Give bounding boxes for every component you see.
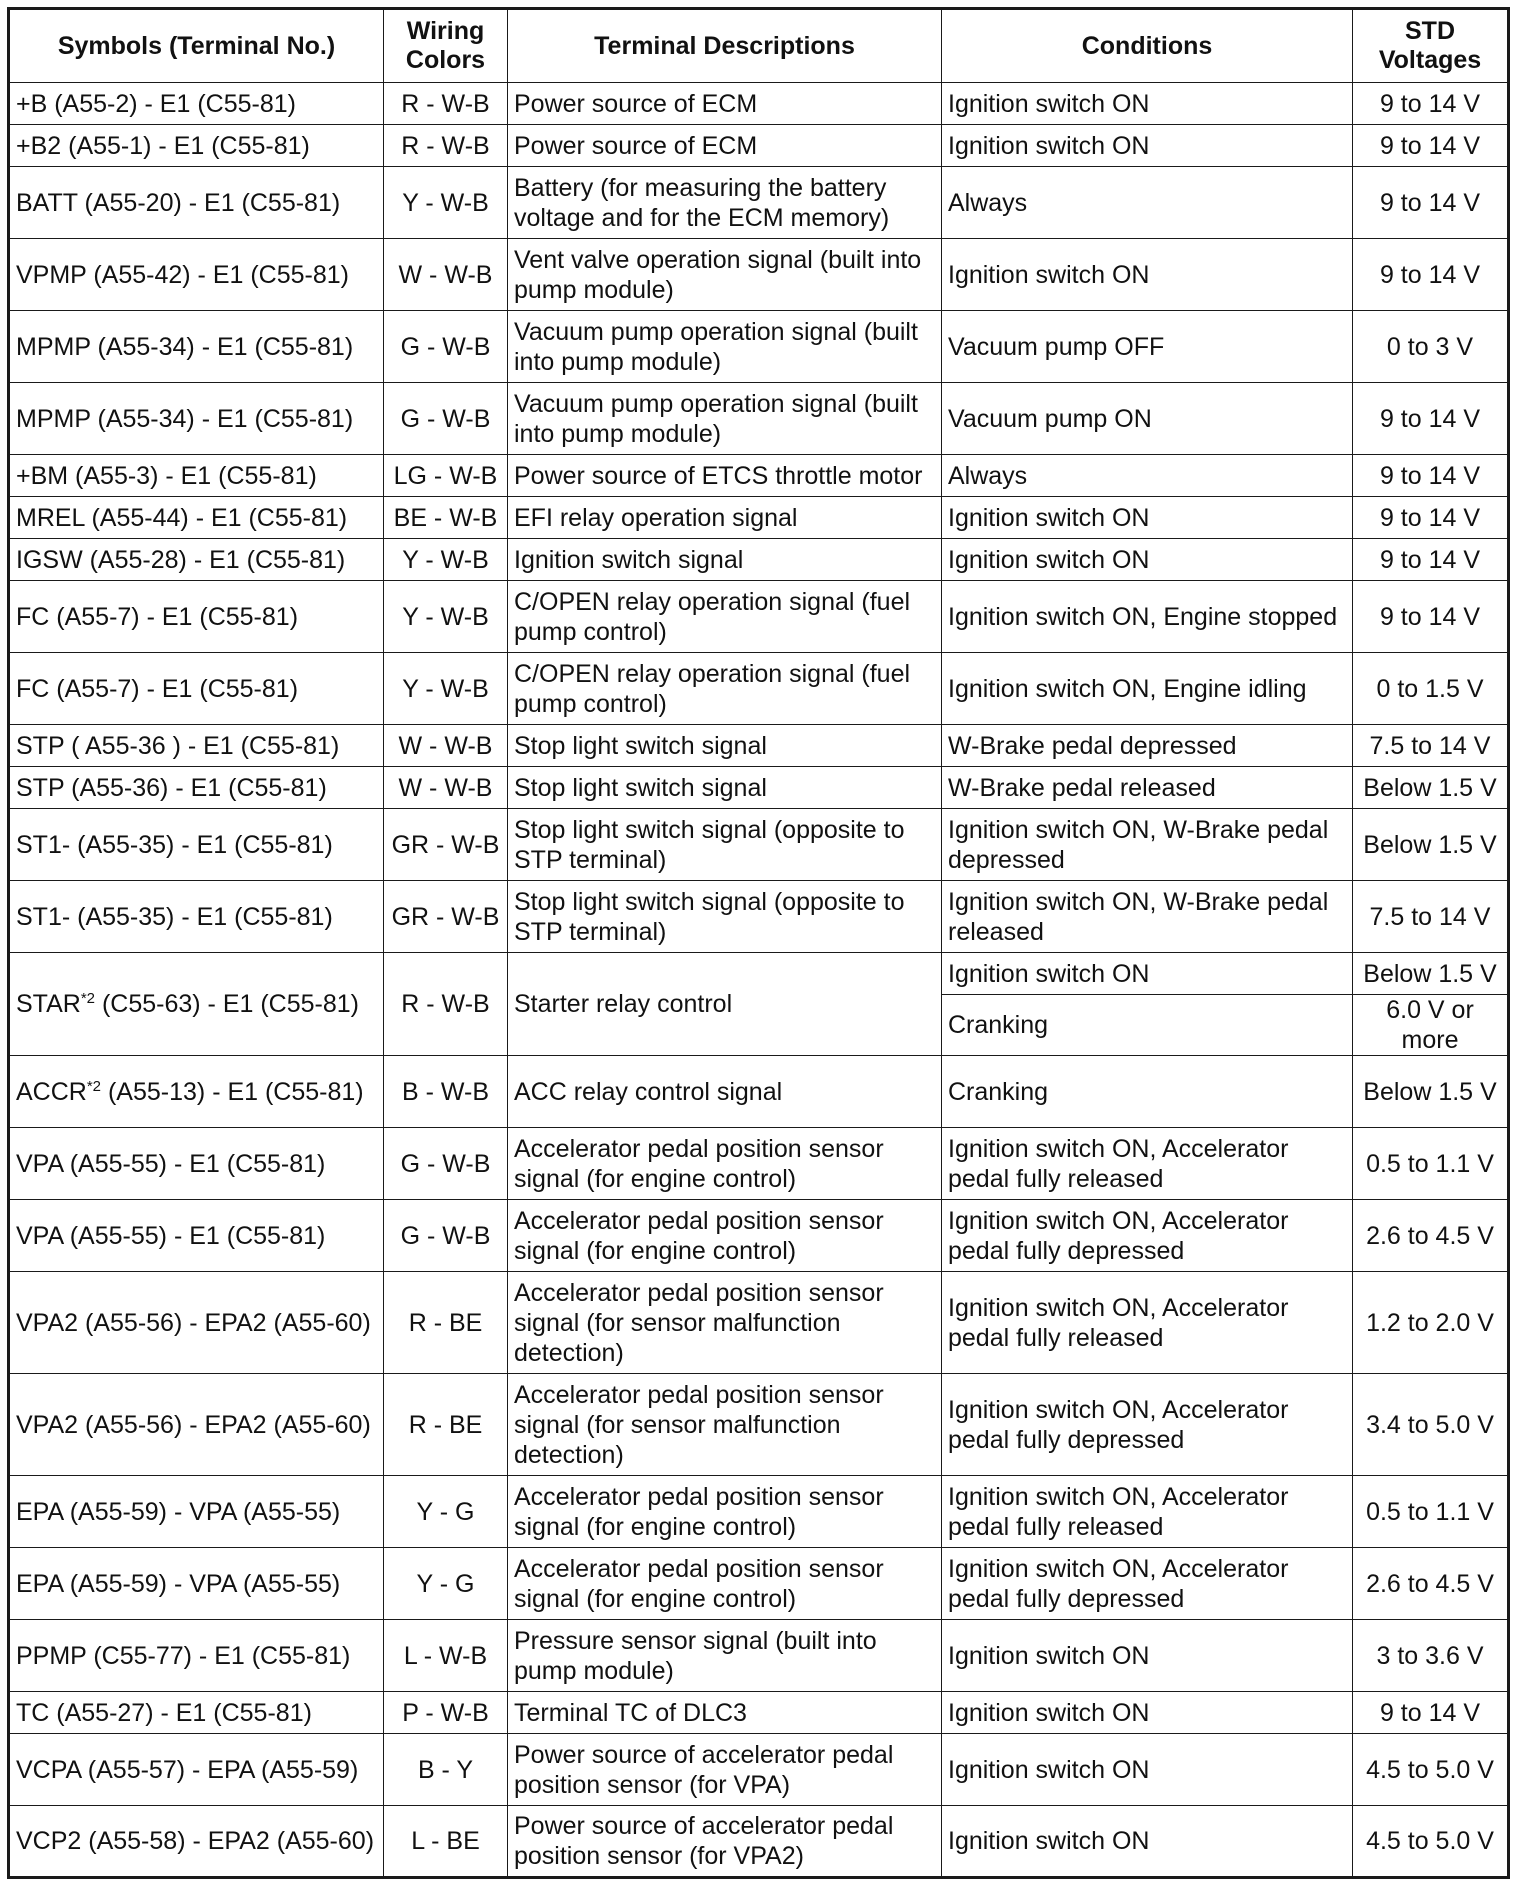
symbol-cell: ST1- (A55-35) - E1 (C55-81) (9, 881, 384, 953)
voltage-cell: 0 to 1.5 V (1353, 653, 1509, 725)
description-cell: Accelerator pedal position sensor signal (for engine control) (508, 1200, 942, 1272)
condition-cell: Ignition switch ON (942, 953, 1353, 995)
description-cell: Accelerator pedal position sensor signal (for sensor malfunction detection) (508, 1272, 942, 1374)
wiring-cell: G - W-B (384, 1200, 508, 1272)
symbol-cell: PPMP (C55-77) - E1 (C55-81) (9, 1620, 384, 1692)
description-cell: Power source of accelerator pedal position sensor (for VPA) (508, 1734, 942, 1806)
symbol-cell (9, 953, 384, 1056)
condition-cell: Ignition switch ON, Accelerator pedal fully released (942, 1128, 1353, 1200)
wiring-cell: L - W-B (384, 1620, 508, 1692)
voltage-cell: 7.5 to 14 V (1353, 881, 1509, 953)
symbol-cell: STP ( A55-36 ) - E1 (C55-81) (9, 725, 384, 767)
description-cell: Ignition switch signal (508, 539, 942, 581)
voltage-cell: Below 1.5 V (1353, 1056, 1509, 1128)
voltage-cell: 9 to 14 V (1353, 83, 1509, 125)
symbol-cell: STP (A55-36) - E1 (C55-81) (9, 767, 384, 809)
voltage-cell: 1.2 to 2.0 V (1353, 1272, 1509, 1374)
description-cell: Vacuum pump operation signal (built into pump module) (508, 383, 942, 455)
wiring-cell: Y - W-B (384, 539, 508, 581)
symbol-cell: EPA (A55-59) - VPA (A55-55) (9, 1548, 384, 1620)
table-row (9, 383, 1509, 455)
condition-cell: Ignition switch ON (942, 539, 1353, 581)
condition-cell: Vacuum pump OFF (942, 311, 1353, 383)
wiring-cell: L - BE (384, 1806, 508, 1878)
symbol-cell: VPMP (A55-42) - E1 (C55-81) (9, 239, 384, 311)
voltage-cell: 9 to 14 V (1353, 539, 1509, 581)
wiring-cell: W - W-B (384, 767, 508, 809)
table-row-accr (9, 1056, 1509, 1128)
table-row (9, 1734, 1509, 1806)
table-row (9, 653, 1509, 725)
symbol-cell: MREL (A55-44) - E1 (C55-81) (9, 497, 384, 539)
voltage-cell: 9 to 14 V (1353, 581, 1509, 653)
voltage-cell: Below 1.5 V (1353, 767, 1509, 809)
header-terminal-descriptions: Terminal Descriptions (508, 9, 942, 83)
description-cell: Starter relay control (508, 953, 942, 1056)
condition-cell: Ignition switch ON, W-Brake pedal depressed (942, 809, 1353, 881)
condition-cell: Ignition switch ON (942, 83, 1353, 125)
symbol-cell: IGSW (A55-28) - E1 (C55-81) (9, 539, 384, 581)
condition-cell: Ignition switch ON (942, 239, 1353, 311)
voltage-cell: 0.5 to 1.1 V (1353, 1128, 1509, 1200)
symbol-cell: FC (A55-7) - E1 (C55-81) (9, 653, 384, 725)
symbol-cell: ST1- (A55-35) - E1 (C55-81) (9, 809, 384, 881)
voltage-cell: 4.5 to 5.0 V (1353, 1806, 1509, 1878)
table-row (9, 311, 1509, 383)
wiring-cell: G - W-B (384, 383, 508, 455)
condition-cell: Ignition switch ON (942, 1806, 1353, 1878)
symbol-cell: VPA (A55-55) - E1 (C55-81) (9, 1200, 384, 1272)
voltage-cell: 9 to 14 V (1353, 497, 1509, 539)
voltage-cell: 9 to 14 V (1353, 239, 1509, 311)
symbol-cell: +B2 (A55-1) - E1 (C55-81) (9, 125, 384, 167)
condition-cell: Ignition switch ON, Accelerator pedal fully released (942, 1476, 1353, 1548)
condition-cell: Always (942, 167, 1353, 239)
description-cell: Accelerator pedal position sensor signal (for sensor malfunction detection) (508, 1374, 942, 1476)
symbol-cell: MPMP (A55-34) - E1 (C55-81) (9, 311, 384, 383)
condition-cell: Ignition switch ON (942, 1692, 1353, 1734)
wiring-cell: Y - W-B (384, 581, 508, 653)
symbol-cell: VPA2 (A55-56) - EPA2 (A55-60) (9, 1374, 384, 1476)
description-cell: Accelerator pedal position sensor signal (for engine control) (508, 1548, 942, 1620)
symbol-cell: +B (A55-2) - E1 (C55-81) (9, 83, 384, 125)
wiring-cell: Y - G (384, 1476, 508, 1548)
description-cell: C/OPEN relay operation signal (fuel pump control) (508, 581, 942, 653)
voltage-cell: 3 to 3.6 V (1353, 1620, 1509, 1692)
description-cell: Battery (for measuring the battery voltage and for the ECM memory) (508, 167, 942, 239)
table-row (9, 539, 1509, 581)
description-cell: Terminal TC of DLC3 (508, 1692, 942, 1734)
voltage-cell: Below 1.5 V (1353, 953, 1509, 995)
table-row (9, 1620, 1509, 1692)
table-row (9, 1200, 1509, 1272)
voltage-cell: 2.6 to 4.5 V (1353, 1200, 1509, 1272)
table-row (9, 767, 1509, 809)
table-row (9, 167, 1509, 239)
wiring-cell: G - W-B (384, 311, 508, 383)
symbol-cell: MPMP (A55-34) - E1 (C55-81) (9, 383, 384, 455)
condition-cell: Ignition switch ON (942, 1734, 1353, 1806)
voltage-cell: 6.0 V or more (1353, 995, 1509, 1056)
voltage-cell: 0.5 to 1.1 V (1353, 1476, 1509, 1548)
description-cell: Power source of ETCS throttle motor (508, 455, 942, 497)
symbol-main: ACCR (16, 1077, 87, 1106)
symbol-cell (9, 1056, 384, 1128)
description-cell: Vent valve operation signal (built into pump module) (508, 239, 942, 311)
wiring-cell: LG - W-B (384, 455, 508, 497)
table-row (9, 581, 1509, 653)
footnote-marker: *2 (80, 990, 96, 1007)
description-cell: Power source of accelerator pedal position sensor (for VPA2) (508, 1806, 942, 1878)
description-cell: Stop light switch signal (opposite to STP terminal) (508, 881, 942, 953)
voltage-cell: 9 to 14 V (1353, 455, 1509, 497)
header-row (9, 9, 1509, 83)
condition-cell: Always (942, 455, 1353, 497)
wiring-cell: Y - G (384, 1548, 508, 1620)
description-cell: Power source of ECM (508, 83, 942, 125)
table-row (9, 881, 1509, 953)
symbol-cell: FC (A55-7) - E1 (C55-81) (9, 581, 384, 653)
symbol-cell: +BM (A55-3) - E1 (C55-81) (9, 455, 384, 497)
description-cell: Stop light switch signal (508, 725, 942, 767)
wiring-cell: P - W-B (384, 1692, 508, 1734)
symbol-main: STAR (16, 990, 81, 1018)
symbol-rest: (A55-13) - E1 (C55-81) (101, 1077, 364, 1106)
voltage-cell: 9 to 14 V (1353, 383, 1509, 455)
wiring-cell: R - W-B (384, 953, 508, 1056)
wiring-cell: R - W-B (384, 125, 508, 167)
condition-cell: W-Brake pedal depressed (942, 725, 1353, 767)
voltage-cell: 7.5 to 14 V (1353, 725, 1509, 767)
voltage-cell: 9 to 14 V (1353, 125, 1509, 167)
description-cell: C/OPEN relay operation signal (fuel pump control) (508, 653, 942, 725)
header-wiring-colors: Wiring Colors (384, 9, 508, 83)
condition-cell: Ignition switch ON (942, 125, 1353, 167)
condition-cell: Ignition switch ON, Engine idling (942, 653, 1353, 725)
header-conditions: Conditions (942, 9, 1353, 83)
voltage-cell: 9 to 14 V (1353, 1692, 1509, 1734)
wiring-cell: G - W-B (384, 1128, 508, 1200)
header-symbols: Symbols (Terminal No.) (9, 9, 384, 83)
description-cell: Accelerator pedal position sensor signal (for engine control) (508, 1128, 942, 1200)
symbol-rest: (C55-63) - E1 (C55-81) (95, 990, 359, 1018)
table-row (9, 83, 1509, 125)
condition-cell: Ignition switch ON, Accelerator pedal fully released (942, 1272, 1353, 1374)
wiring-cell: R - BE (384, 1272, 508, 1374)
table-row (9, 1476, 1509, 1548)
wiring-cell: BE - W-B (384, 497, 508, 539)
condition-cell: Cranking (942, 995, 1353, 1056)
table-row (9, 239, 1509, 311)
table-row (9, 1692, 1509, 1734)
symbol-cell: BATT (A55-20) - E1 (C55-81) (9, 167, 384, 239)
table-row (9, 725, 1509, 767)
description-cell: Pressure sensor signal (built into pump module) (508, 1620, 942, 1692)
symbol-cell: VCPA (A55-57) - EPA (A55-59) (9, 1734, 384, 1806)
condition-cell: Ignition switch ON, Accelerator pedal fully depressed (942, 1200, 1353, 1272)
voltage-cell: 2.6 to 4.5 V (1353, 1548, 1509, 1620)
header-std-voltages: STD Voltages (1353, 9, 1509, 83)
symbol-cell: TC (A55-27) - E1 (C55-81) (9, 1692, 384, 1734)
table-row (9, 1548, 1509, 1620)
table-row (9, 1128, 1509, 1200)
wiring-cell: W - W-B (384, 725, 508, 767)
wiring-cell: GR - W-B (384, 881, 508, 953)
wiring-cell: R - BE (384, 1374, 508, 1476)
symbol-cell: EPA (A55-59) - VPA (A55-55) (9, 1476, 384, 1548)
symbol-cell: VCP2 (A55-58) - EPA2 (A55-60) (9, 1806, 384, 1878)
symbol-cell: VPA (A55-55) - E1 (C55-81) (9, 1128, 384, 1200)
description-cell: EFI relay operation signal (508, 497, 942, 539)
voltage-cell: 9 to 14 V (1353, 167, 1509, 239)
condition-cell: Ignition switch ON, Engine stopped (942, 581, 1353, 653)
terminal-voltage-table (7, 7, 1510, 1879)
table-row-star (9, 953, 1509, 995)
voltage-cell: Below 1.5 V (1353, 809, 1509, 881)
condition-cell: Vacuum pump ON (942, 383, 1353, 455)
wiring-cell: Y - W-B (384, 653, 508, 725)
table-row (9, 1272, 1509, 1374)
table-row (9, 1374, 1509, 1476)
condition-cell: Ignition switch ON (942, 1620, 1353, 1692)
description-cell: Stop light switch signal (opposite to STP terminal) (508, 809, 942, 881)
description-cell: Accelerator pedal position sensor signal (for engine control) (508, 1476, 942, 1548)
table-row (9, 809, 1509, 881)
condition-cell: Ignition switch ON, W-Brake pedal released (942, 881, 1353, 953)
voltage-cell: 4.5 to 5.0 V (1353, 1734, 1509, 1806)
wiring-cell: B - Y (384, 1734, 508, 1806)
table-row (9, 455, 1509, 497)
description-cell: Stop light switch signal (508, 767, 942, 809)
wiring-cell: B - W-B (384, 1056, 508, 1128)
wiring-cell: GR - W-B (384, 809, 508, 881)
footnote-marker: *2 (86, 1077, 102, 1095)
voltage-cell: 3.4 to 5.0 V (1353, 1374, 1509, 1476)
table-row (9, 497, 1509, 539)
description-cell: ACC relay control signal (508, 1056, 942, 1128)
table-row (9, 1806, 1509, 1878)
condition-cell: Ignition switch ON, Accelerator pedal fully depressed (942, 1548, 1353, 1620)
condition-cell: Cranking (942, 1056, 1353, 1128)
condition-cell: Ignition switch ON, Accelerator pedal fully depressed (942, 1374, 1353, 1476)
symbol-cell: VPA2 (A55-56) - EPA2 (A55-60) (9, 1272, 384, 1374)
table-row (9, 125, 1509, 167)
wiring-cell: R - W-B (384, 83, 508, 125)
voltage-cell: 0 to 3 V (1353, 311, 1509, 383)
wiring-cell: Y - W-B (384, 167, 508, 239)
description-cell: Power source of ECM (508, 125, 942, 167)
description-cell: Vacuum pump operation signal (built into pump module) (508, 311, 942, 383)
condition-cell: Ignition switch ON (942, 497, 1353, 539)
wiring-cell: W - W-B (384, 239, 508, 311)
condition-cell: W-Brake pedal released (942, 767, 1353, 809)
